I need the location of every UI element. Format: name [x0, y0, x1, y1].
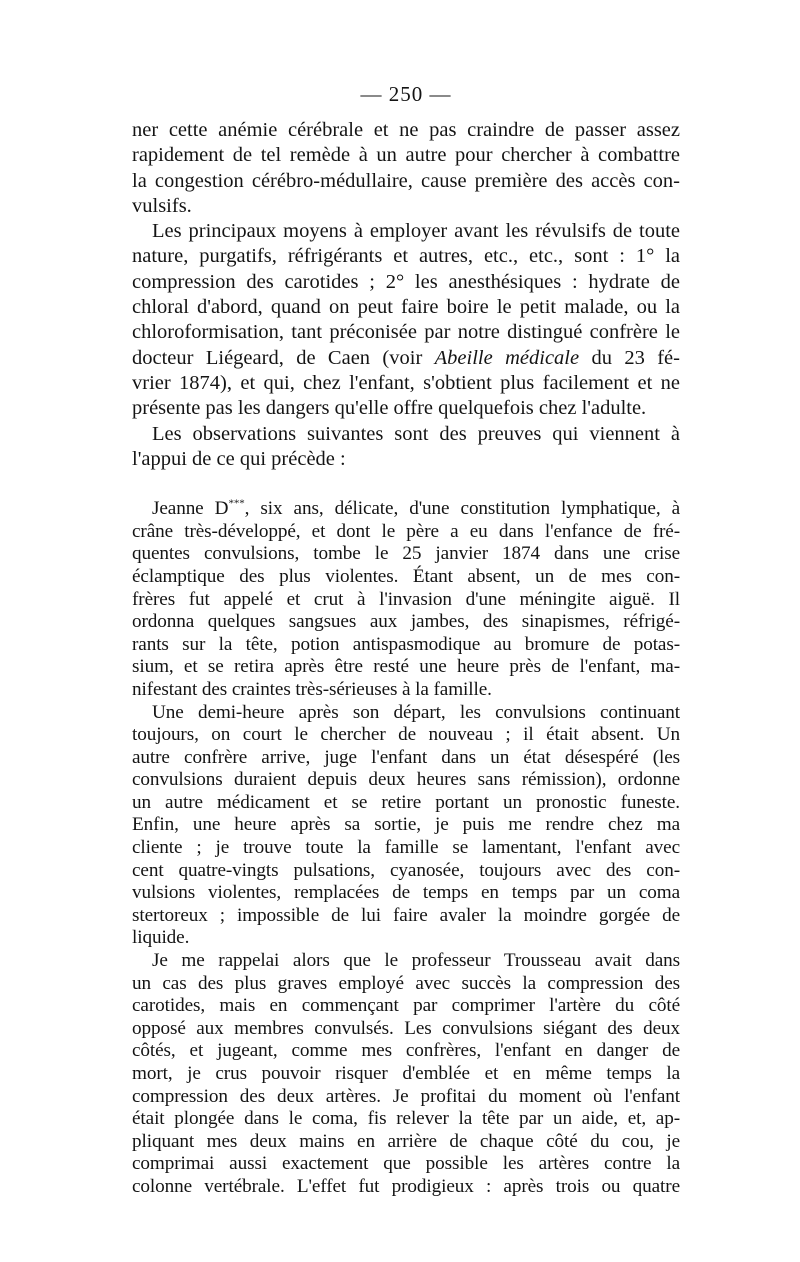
text-line: pliquant mes deux mains en arrière de chaque côté du cou, je: [132, 1130, 680, 1152]
text-line: rapidement de tel remède à un autre pour chercher à combattre: [132, 144, 680, 167]
text-line: côtés, et jugeant, comme mes confrères, l'enfant en danger de: [132, 1040, 680, 1062]
text-line: était plongée dans le coma, fis relever la tête par un aide, et, ap-: [132, 1108, 680, 1130]
text-line: chloral d'abord, quand on peut faire boire le petit malade, ou la: [132, 296, 680, 319]
paragraph-p3: [132, 422, 680, 473]
page-text-body: [132, 118, 680, 1199]
text-line: nifestant des craintes très-sérieuses à la famille.: [132, 678, 492, 700]
text-line: vrier 1874), et qui, chez l'enfant, s'obtient plus facilement et ne: [132, 371, 680, 394]
text-line: présente pas les dangers qu'elle offre quelquefois chez l'adulte.: [132, 397, 647, 420]
text-line: sium, et se retira après être resté une heure près de l'enfant, ma-: [132, 656, 680, 678]
paragraph-p6: [132, 950, 680, 1199]
text-line: chloroformisation, tant préconisée par notre distingué confrère le: [132, 321, 680, 344]
text-line: colonne vertébrale. L'effet fut prodigieux : après trois ou quatre: [132, 1175, 680, 1197]
text-line: un cas des plus graves employé avec succès la compression des: [132, 972, 680, 994]
text-line: Jeanne D***, six ans, délicate, d'une constitution lymphatique, à: [152, 497, 680, 520]
text-line: cliente ; je trouve toute la famille se lamentant, l'enfant avec: [132, 837, 680, 859]
book-page: [132, 82, 680, 1199]
text-line: stertoreux ; impossible de lui faire avaler la moindre gorgée de: [132, 904, 680, 926]
text-line: Une demi-heure après son départ, les convulsions continuant: [152, 701, 680, 723]
paragraph-p1: [132, 118, 680, 219]
text-line: vulsifs.: [132, 194, 192, 217]
paragraph-p5: [132, 702, 680, 951]
text-line: nature, purgatifs, réfrigérants et autres, etc., etc., sont : 1° la: [132, 245, 680, 268]
text-line: cent quatre-vingts pulsations, cyanosée, toujours avec des con-: [132, 859, 680, 881]
text-line: mort, je crus pouvoir risquer d'emblée et en même temps la: [132, 1063, 680, 1084]
text-line: l'appui de ce qui précède :: [132, 447, 346, 470]
text-line: ner cette anémie cérébrale et ne pas craindre de passer assez: [132, 119, 680, 141]
text-line: compression des carotides ; 2° les anesthésiques : hydrate de: [132, 270, 680, 293]
text-line: docteur Liégeard, de Caen (voir Abeille médicale du 23 fé-: [132, 346, 680, 369]
text-line: liquide.: [132, 927, 190, 949]
text-line: rants sur la tête, potion antispasmodique au bromure de potas-: [132, 633, 680, 655]
text-line: frères fut appelé et crut à l'invasion d'une méningite aiguë. Il: [132, 588, 680, 610]
text-line: un autre médicament et se retire portant un pronostic funeste.: [132, 791, 680, 813]
text-line: comprimai aussi exactement que possible les artères contre la: [132, 1153, 680, 1175]
text-line: vulsions violentes, remplacées de temps en temps par un coma: [132, 882, 680, 904]
text-line: la congestion cérébro-médullaire, cause première des accès con-: [132, 169, 680, 192]
page-number: — 250 —: [360, 82, 452, 106]
text-line: Les principaux moyens à employer avant les révulsifs de toute: [152, 220, 680, 243]
text-line: éclamptique des plus violentes. Étant absent, un de mes con-: [132, 565, 680, 587]
text-line: Je me rappelai alors que le professeur Trousseau avait dans: [152, 950, 680, 972]
text-line: autre confrère arrive, juge l'enfant dans un état désespéré (les: [132, 746, 680, 768]
text-line: toujours, on court le chercher de nouveau ; il était absent. Un: [132, 724, 680, 746]
text-line: convulsions duraient depuis deux heures sans rémission), ordonne: [132, 769, 680, 791]
text-line: Enfin, une heure après sa sortie, je puis me rendre chez ma: [132, 814, 680, 836]
text-line: Les observations suivantes sont des preuves qui viennent à: [152, 422, 680, 445]
paragraph-p2: [132, 219, 680, 421]
text-line: crâne très-développé, et dont le père a eu dans l'enfance de fré-: [132, 520, 680, 542]
text-line: opposé aux membres convulsés. Les convulsions siégant des deux: [132, 1017, 680, 1039]
text-line: quentes convulsions, tombe le 25 janvier 1874 dans une crise: [132, 543, 680, 565]
text-line: ordonna quelques sangsues aux jambes, des sinapismes, réfrigé-: [132, 611, 680, 633]
text-line: compression des deux artères. Je profitai du moment où l'enfant: [132, 1085, 680, 1107]
text-line: carotides, mais en commençant par comprimer l'artère du côté: [132, 995, 680, 1017]
paragraph-p4: [132, 498, 680, 701]
